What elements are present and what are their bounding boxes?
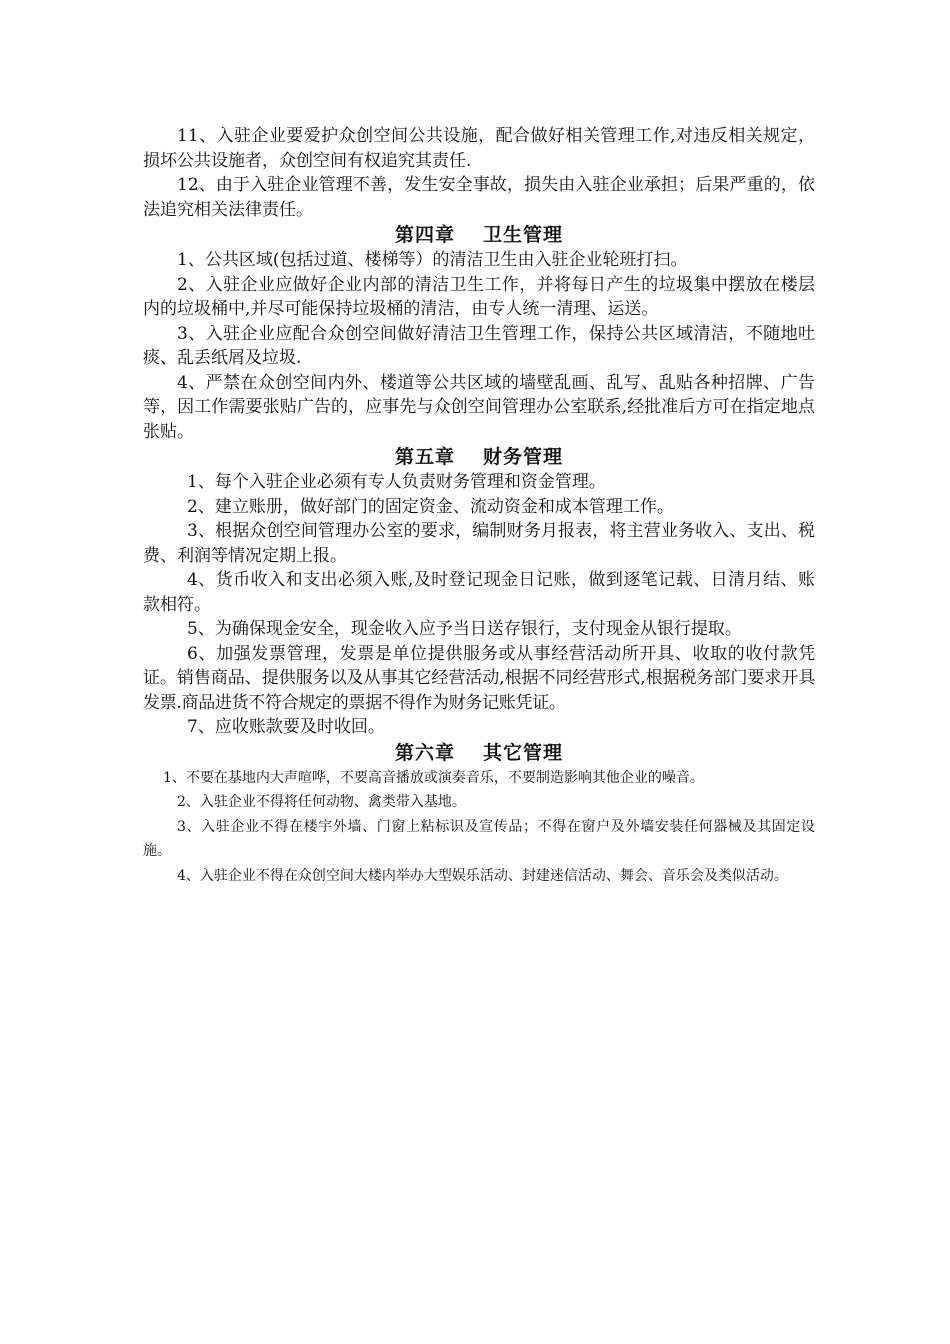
document-body <box>143 124 815 888</box>
chapter-4-heading <box>143 222 815 248</box>
paragraph-5-6: 6、加强发票管理，发票是单位提供服务或从事经营活动所开具、收取的收付款凭证。销售商品、提供服务以及从事其它经营活动,根据不同经营形式,根据税务部门要求开具发票.商品进货不符合规定的票据不得作为财务记账凭证。 <box>143 643 815 713</box>
chapter-4-title: 卫生管理 <box>483 224 564 246</box>
paragraph-4-1: 1、公共区域(包括过道、楼梯等）的清洁卫生由入驻企业轮班打扫。 <box>177 250 688 270</box>
paragraph-5-7: 7、应收账款要及时收回。 <box>187 717 385 737</box>
paragraph-6-4: 4、入驻企业不得在众创空间大楼内举办大型娱乐活动、封建迷信活动、舞会、音乐会及类似活动。 <box>177 867 788 884</box>
chapter-5-title: 财务管理 <box>483 446 564 468</box>
chapter-5-heading <box>143 444 815 470</box>
paragraph-5-5: 5、为确保现金安全，现金收入应予当日送存银行，支付现金从银行提取。 <box>187 619 742 639</box>
chapter-6-title: 其它管理 <box>483 741 564 764</box>
paragraph-5-4: 4、货币收入和支出必须入账,及时登记现金日记账，做到逐笔记载、日清月结、账款相符。 <box>143 570 815 615</box>
paragraph-6-3: 3、入驻企业不得在楼宇外墙、门窗上粘标识及宣传品；不得在窗户及外墙安装任何器械及其固定设施。 <box>143 818 815 859</box>
paragraph-6-2: 2、入驻企业不得将任何动物、禽类带入基地。 <box>177 794 466 810</box>
paragraph-4-4: 4、严禁在众创空间内外、楼道等公共区域的墙壁乱画、乱写、乱贴各种招牌、广告等，因工作需要张贴广告的，应事先与众创空间管理办公室联系,经批准后方可在指定地点张贴。 <box>143 372 815 442</box>
paragraph-3-12: 12、由于入驻企业管理不善，发生安全事故，损失由入驻企业承担；后果严重的，依法追究相关法律责任。 <box>143 175 815 220</box>
chapter-6-number: 第六章 <box>394 741 455 764</box>
paragraph-3-11: 11、入驻企业要爱护众创空间公共设施，配合做好相关管理工作,对违反相关规定，损坏公共设施者，众创空间有权追究其责任. <box>143 126 815 171</box>
paragraph-6-1: 1、不要在基地内大声喧哗，不要高音播放或演奏音乐，不要制造影响其他企业的噪音。 <box>163 769 704 786</box>
paragraph-4-2: 2、入驻企业应做好企业内部的清洁卫生工作，并将每日产生的垃圾集中摆放在楼层内的垃圾桶中,并尽可能保持垃圾桶的清洁，由专人统一清理、运送。 <box>143 274 815 319</box>
paragraph-4-3: 3、入驻企业应配合众创空间做好清洁卫生管理工作，保持公共区域清洁，不随地吐痰、乱丢纸屑及垃圾. <box>143 323 815 368</box>
paragraph-5-2: 2、建立账册，做好部门的固定资金、流动资金和成本管理工作。 <box>187 496 674 517</box>
paragraph-5-1: 1、每个入驻企业必须有专人负责财务管理和资金管理。 <box>187 472 606 492</box>
chapter-4-number: 第四章 <box>394 224 455 246</box>
chapter-5-number: 第五章 <box>394 446 455 468</box>
paragraph-5-3: 3、根据众创空间管理办公室的要求，编制财务月报表，将主营业务收入、支出、税费、利润等情况定期上报。 <box>143 521 815 566</box>
chapter-6-heading <box>143 740 815 766</box>
